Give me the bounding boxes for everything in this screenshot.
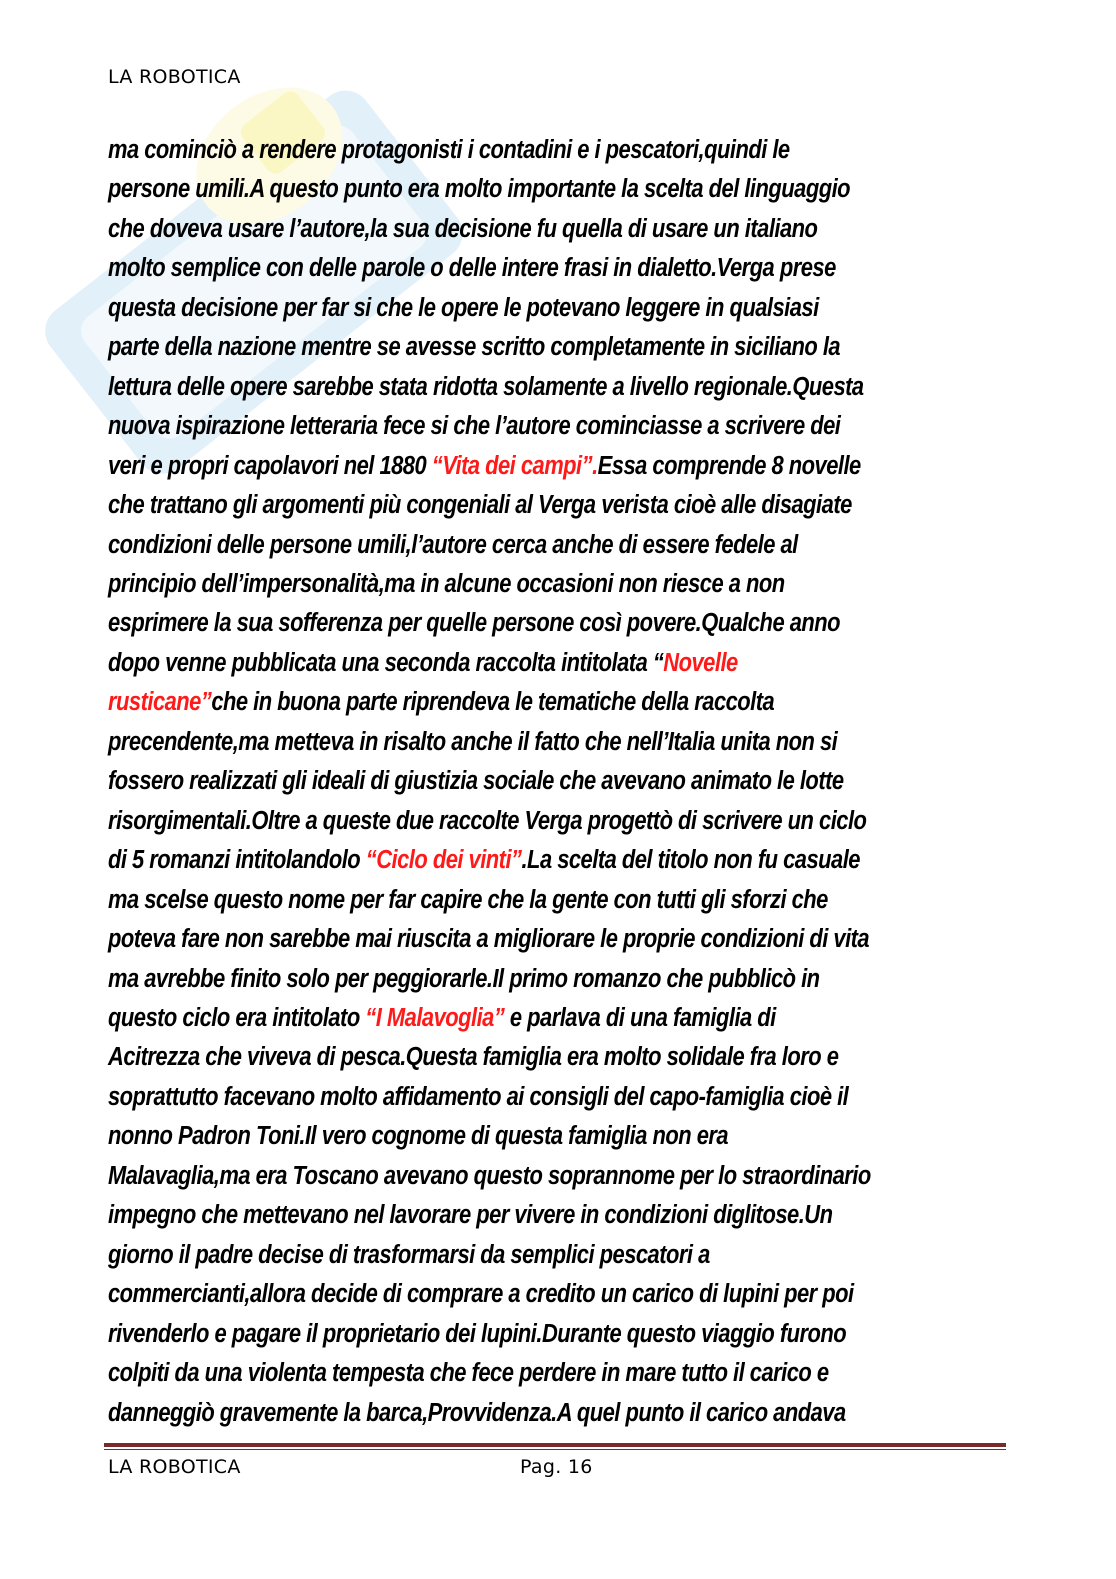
text-segment: giorno il padre decise di trasformarsi da semplici pescatori a	[108, 1240, 710, 1269]
text-line	[108, 1117, 1033, 1156]
text-segment: e parlava di una famiglia di	[504, 1003, 776, 1032]
body-paragraph	[108, 131, 1033, 1433]
text-segment: soprattutto facevano molto affidamento ai consigli del capo-famiglia cioè il	[108, 1082, 849, 1111]
text-segment: molto semplice con delle parole o delle intere frasi in dialetto.Verga prese	[108, 254, 836, 283]
text-line	[108, 1078, 1033, 1117]
highlighted-title: “Vita dei campi”.	[431, 451, 598, 480]
text-segment: fossero realizzati gli ideali di giustizia sociale che avevano animato le lotte	[108, 767, 844, 796]
text-segment: colpiti da una violenta tempesta che fece perdere in mare tutto il carico e	[108, 1359, 829, 1388]
text-segment: ma cominciò a rendere protagonisti i contadini e i pescatori,quindi le	[108, 136, 790, 164]
text-line	[108, 131, 1033, 170]
text-line	[108, 1394, 1033, 1433]
highlighted-title: “Ciclo dei vinti”	[365, 846, 522, 875]
text-line	[108, 447, 1033, 486]
text-line	[108, 920, 1033, 959]
text-segment: veri e propri capolavori nel 1880	[108, 451, 432, 480]
text-segment: .La scelta del titolo non fu casuale	[521, 846, 860, 875]
text-segment: precendente,ma metteva in risalto anche il fatto che nell’Italia unita non si	[108, 727, 838, 756]
highlighted-title: Novelle	[663, 648, 738, 677]
text-segment: Malavaglia,ma era Toscano avevano questo soprannome per lo straordinario	[108, 1161, 871, 1190]
text-line	[108, 486, 1033, 525]
text-segment: di 5 romanzi intitolandolo	[108, 846, 366, 875]
text-segment: questa decisione per far si che le opere le potevano leggere in qualsiasi	[108, 293, 819, 322]
highlighted-title: rusticane”	[108, 688, 212, 717]
text-line	[108, 526, 1033, 565]
text-line	[108, 802, 1033, 841]
text-segment: nonno Padron Toni.Il vero cognome di questa famiglia non era	[108, 1122, 729, 1151]
text-line	[108, 1038, 1033, 1077]
text-line	[108, 1196, 1033, 1235]
text-segment: parte della nazione mentre se avesse scritto completamente in siciliano la	[108, 333, 841, 362]
text-segment: esprimere la sua sofferenza per quelle persone così povere.Qualche anno	[108, 609, 841, 638]
text-line	[108, 1236, 1033, 1275]
text-segment: risorgimentali.Oltre a queste due raccolte Verga progettò di scrivere un ciclo	[108, 806, 867, 835]
page-number: Pag. 16	[520, 1456, 593, 1478]
text-segment: che in buona parte riprendeva le tematiche della raccolta	[211, 688, 775, 717]
text-line	[108, 170, 1033, 209]
highlighted-title: “I Malavoglia”	[365, 1003, 505, 1032]
text-line	[108, 565, 1033, 604]
text-segment: questo ciclo era intitolato	[108, 1003, 366, 1032]
text-line	[108, 881, 1033, 920]
text-segment: dopo venne pubblicata una seconda raccolta intitolata “	[108, 648, 664, 677]
text-line	[108, 1275, 1033, 1314]
text-segment: principio dell’impersonalità,ma in alcune occasioni non riesce a non	[108, 569, 785, 598]
text-segment: nuova ispirazione letteraria fece si che l’autore cominciasse a scrivere dei	[108, 412, 841, 441]
footer-title: LA ROBOTICA	[108, 1456, 241, 1478]
text-segment: commercianti,allora decide di comprare a credito un carico di lupini per poi	[108, 1280, 854, 1309]
text-line	[108, 1157, 1033, 1196]
text-line	[108, 407, 1033, 446]
text-line	[108, 841, 1033, 880]
text-line	[108, 1315, 1033, 1354]
text-line	[108, 683, 1033, 722]
text-line	[108, 328, 1033, 367]
text-segment: che trattano gli argomenti più congeniali al Verga verista cioè alle disagiate	[108, 491, 852, 520]
text-segment: Essa comprende 8 novelle	[597, 451, 861, 480]
text-segment: Acitrezza che viveva di pesca.Questa famiglia era molto solidale fra loro e	[108, 1043, 839, 1072]
text-segment: rivenderlo e pagare il proprietario dei lupini.Durante questo viaggio furono	[108, 1319, 847, 1348]
text-segment: che doveva usare l’autore,la sua decisione fu quella di usare un italiano	[108, 214, 818, 243]
text-line	[108, 1354, 1033, 1393]
text-line	[108, 999, 1033, 1038]
footer-divider	[104, 1443, 1006, 1450]
text-line	[108, 604, 1033, 643]
text-line	[108, 762, 1033, 801]
text-segment: impegno che mettevano nel lavorare per vivere in condizioni diglitose.Un	[108, 1201, 833, 1230]
text-line	[108, 723, 1033, 762]
text-line	[108, 210, 1033, 249]
text-segment: ma avrebbe finito solo per peggiorarle.Il primo romanzo che pubblicò in	[108, 964, 820, 993]
text-segment: persone umili.A questo punto era molto importante la scelta del linguaggio	[108, 175, 851, 204]
text-line	[108, 644, 1033, 683]
text-line	[108, 368, 1033, 407]
text-line	[108, 249, 1033, 288]
running-header: LA ROBOTICA	[108, 66, 241, 88]
text-segment: poteva fare non sarebbe mai riuscita a migliorare le proprie condizioni di vita	[108, 925, 870, 954]
text-line	[108, 960, 1033, 999]
text-segment: condizioni delle persone umili,l’autore cerca anche di essere fedele al	[108, 530, 798, 559]
text-segment: ma scelse questo nome per far capire che la gente con tutti gli sforzi che	[108, 885, 828, 914]
text-line	[108, 289, 1033, 328]
text-segment: lettura delle opere sarebbe stata ridotta solamente a livello regionale.Questa	[108, 372, 864, 401]
text-segment: danneggiò gravemente la barca,Provvidenza.A quel punto il carico andava	[108, 1398, 846, 1427]
